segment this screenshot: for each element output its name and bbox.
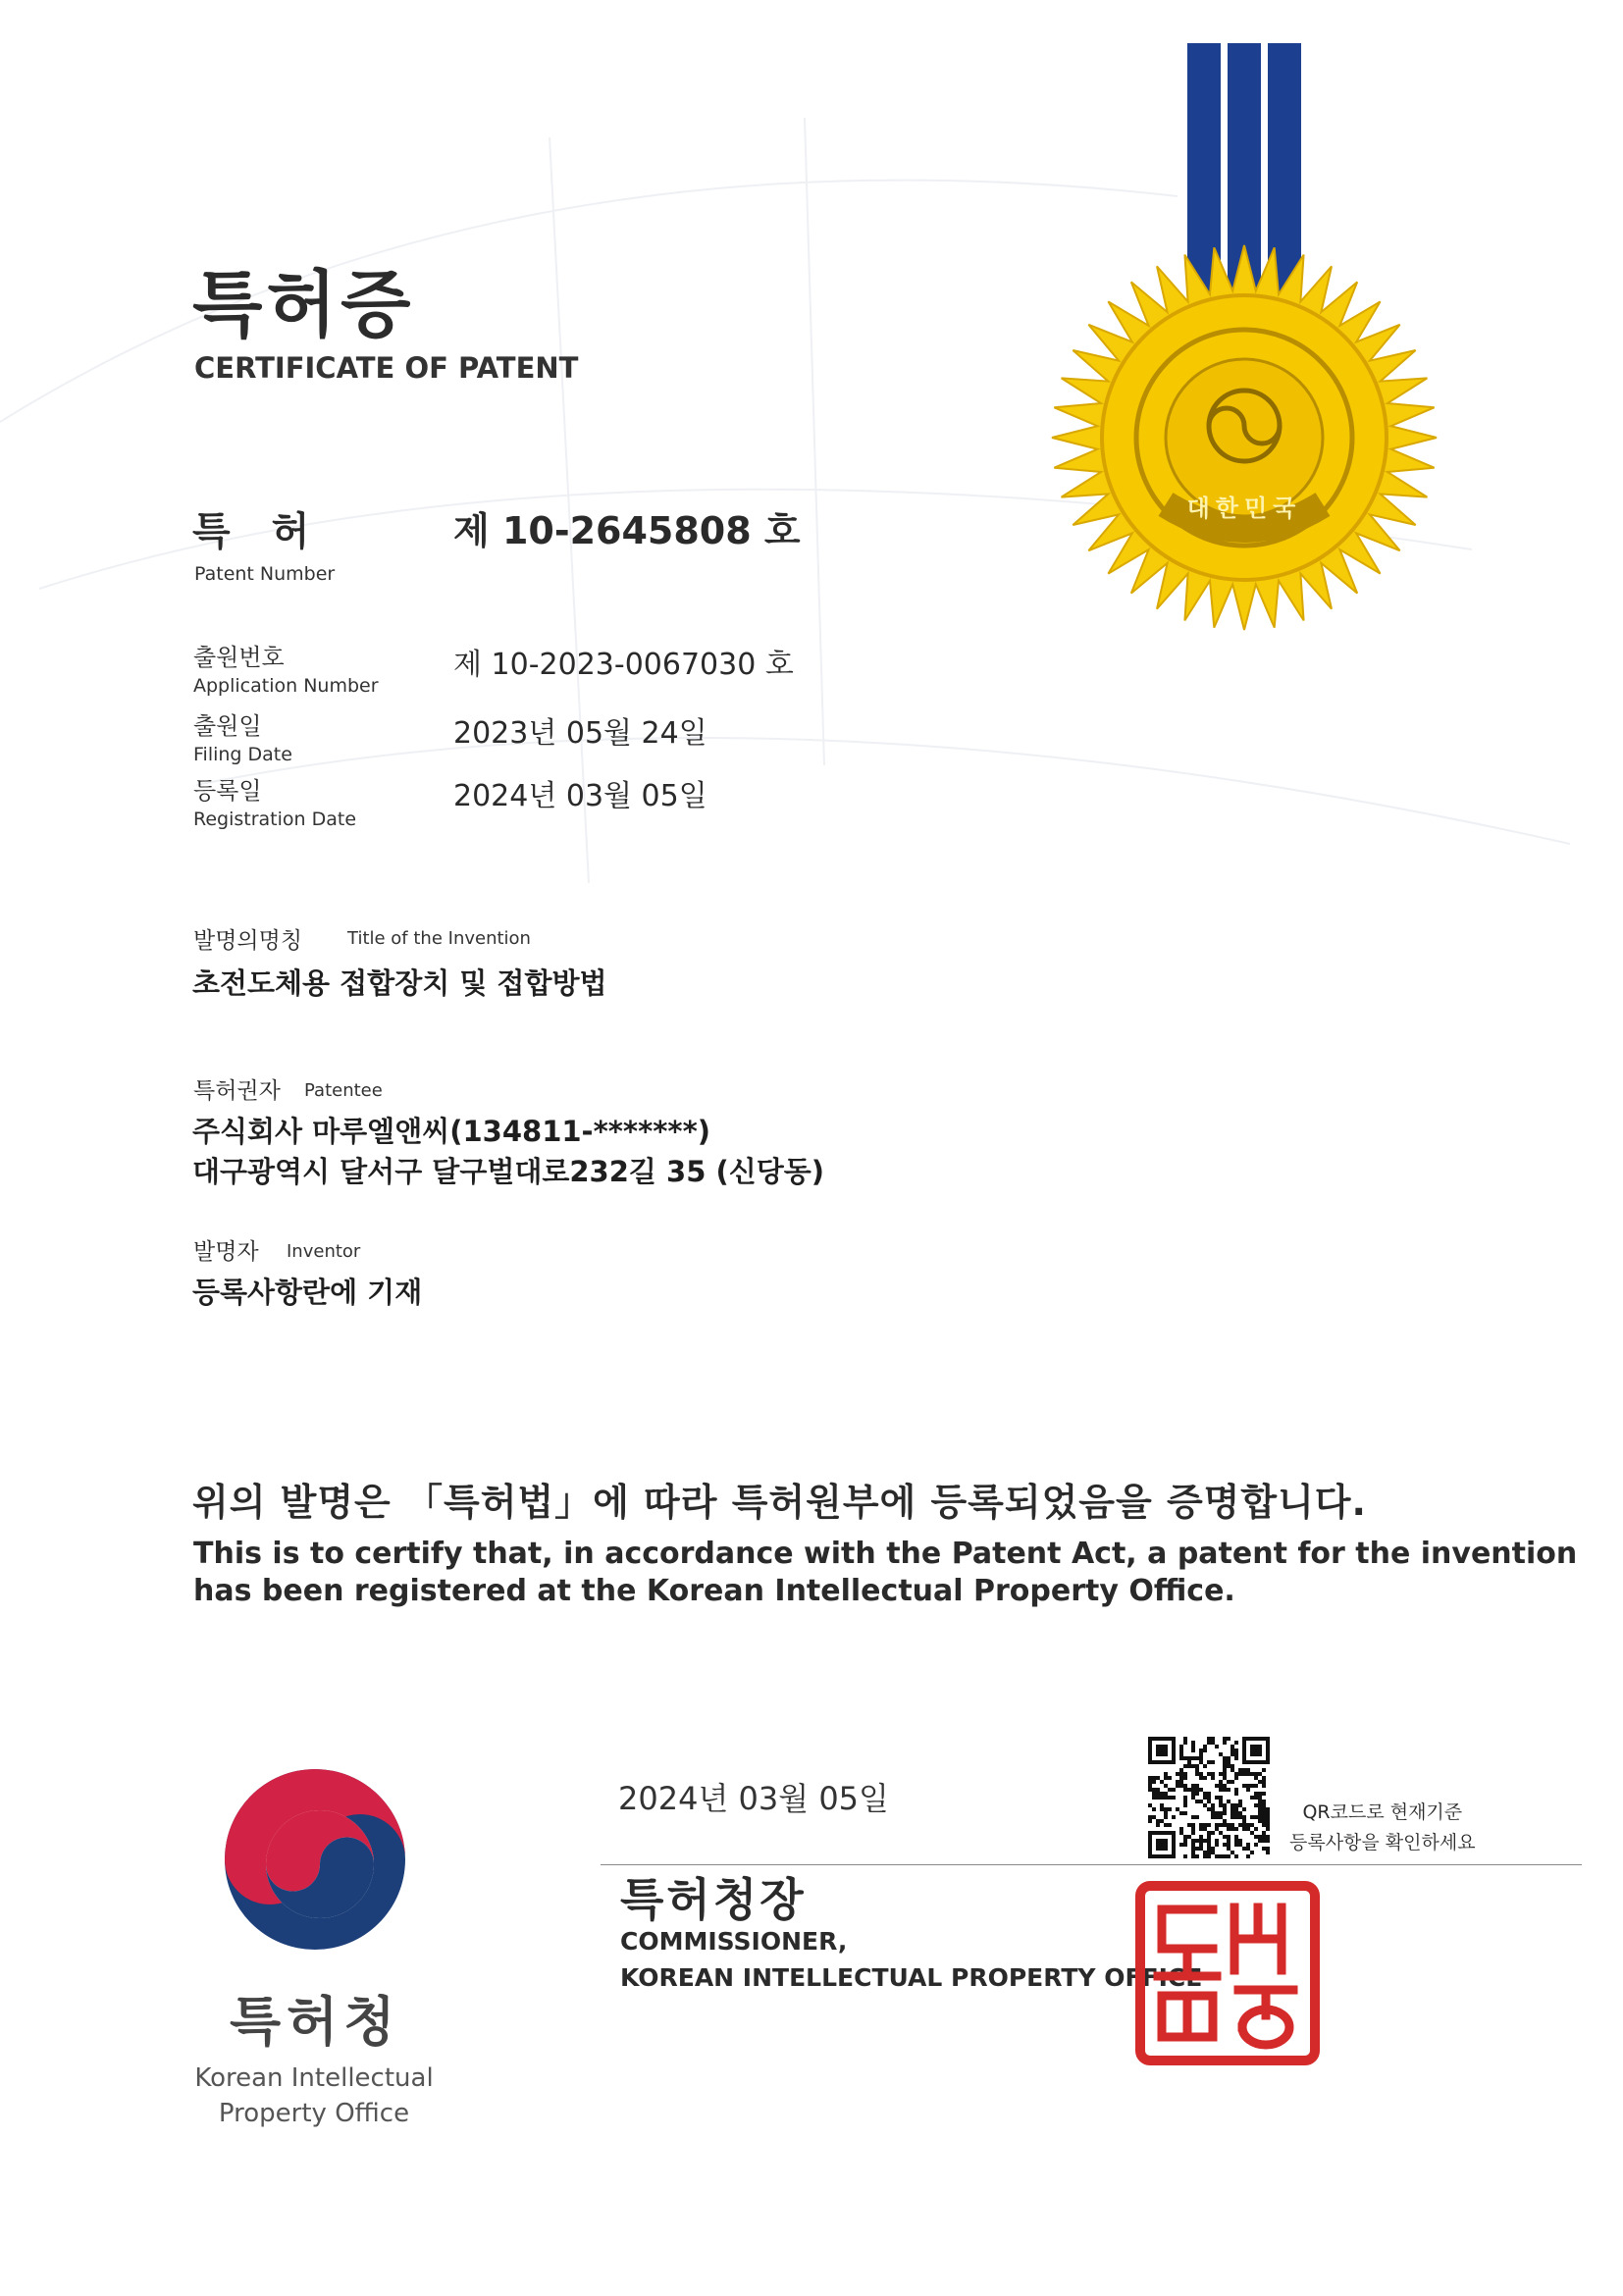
kipo-logo-name-ko: 특허청 (230, 1991, 401, 2053)
filing-date-label-en: Filing Date (193, 744, 292, 765)
patentee-label-en: Patentee (304, 1080, 383, 1101)
commissioner-title-ko: 특허청장 (620, 1873, 807, 1926)
certification-line-1: This is to certify that, in accordance with the Patent Act, a patent for the invention (193, 1537, 1578, 1571)
certification-statement-ko: 위의 발명은 「특허법」에 따라 특허원부에 등록되었음을 증명합니다. (192, 1481, 1367, 1524)
seal-text: 대한민국 (1186, 495, 1302, 522)
commissioner-title-en (620, 1923, 1202, 1996)
national-seal-medal (1048, 43, 1440, 632)
inventor-label-en: Inventor (287, 1241, 361, 1262)
certification-line-2: has been registered at the Korean Intellectual Property Office. (193, 1574, 1235, 1608)
inventor-value: 등록사항란에 기재 (192, 1276, 423, 1309)
registration-date-label: 등록일 (193, 777, 262, 805)
kipo-logo-name-en-line1: Korean Intellectual (194, 2063, 434, 2093)
kipo-logo-name-en-line2: Property Office (218, 2099, 410, 2128)
filing-date-value: 2023년 05월 24일 (453, 716, 707, 751)
commissioner-title-line1: COMMISSIONER, (620, 1927, 848, 1956)
qr-instruction (1289, 1798, 1476, 1858)
filing-date-label: 출원일 (193, 712, 262, 740)
kipo-logo-icon (222, 1766, 408, 1953)
qr-instruction-line2: 등록사항을 확인하세요 (1289, 1832, 1476, 1853)
application-number-label-en: Application Number (193, 675, 379, 697)
qr-instruction-line1: QR코드로 현재기준 (1302, 1801, 1463, 1823)
official-red-stamp (1134, 1880, 1321, 2066)
qr-code-icon[interactable] (1148, 1737, 1270, 1858)
kipo-logo-name-en (167, 2061, 461, 2131)
patent-number-value: 제 10-2645808 호 (453, 509, 801, 552)
patentee-label: 특허권자 (193, 1078, 281, 1104)
certification-statement-en (193, 1536, 1577, 1610)
application-number-label: 출원번호 (193, 644, 285, 671)
patent-number-label-en: Patent Number (194, 563, 336, 585)
application-number-value: 제 10-2023-0067030 호 (453, 648, 794, 682)
certificate-title: 특허증 (192, 263, 415, 347)
patentee-name: 주식회사 마루엘앤씨(134811-*******) (192, 1115, 710, 1148)
invention-title-value: 초전도체용 접합장치 및 접합방법 (192, 966, 607, 1000)
invention-title-label-en: Title of the Invention (347, 928, 531, 949)
invention-title-label: 발명의명칭 (193, 928, 303, 954)
patentee-address: 대구광역시 달서구 달구벌대로232길 35 (신당동) (192, 1155, 825, 1188)
patent-number-label: 특 허 (192, 509, 324, 554)
inventor-label: 발명자 (193, 1239, 259, 1265)
commissioner-title-line2: KOREAN INTELLECTUAL PROPERTY OFFICE (620, 1963, 1203, 1992)
certificate-subtitle: CERTIFICATE OF PATENT (194, 351, 579, 385)
registration-date-value: 2024년 03월 05일 (453, 779, 707, 813)
registration-date-label-en: Registration Date (193, 809, 357, 830)
issue-date: 2024년 03월 05일 (618, 1780, 889, 1817)
